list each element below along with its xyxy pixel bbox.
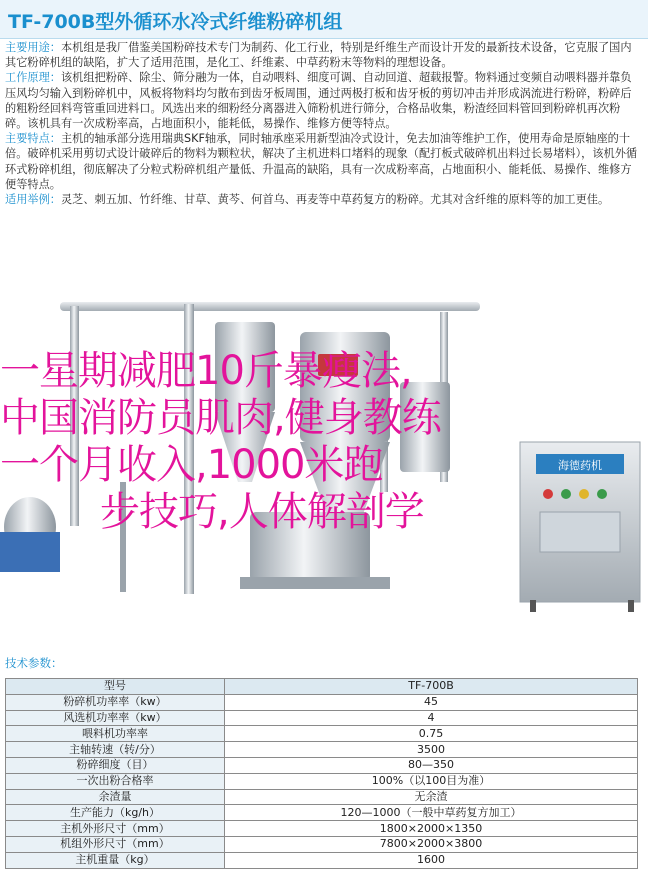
param-key: 机组外形尺寸（mm） [6,836,225,852]
overlay-line: 中国消防员肌肉,健身教练 [0,395,441,441]
params-table [5,678,638,869]
overlay-line: 一个月收入,1000米跑 [0,442,383,488]
param-key: 主机重量（kg） [6,852,225,868]
section-examples [5,192,641,207]
overlay-line: 步技巧,人体解剖学 [100,489,424,535]
section-label: 适用举例： [5,193,61,207]
section-label: 主要用途： [5,41,61,54]
param-value: 0.75 [225,726,638,742]
table-row [6,679,638,695]
section-text: 主机的轴承部分选用瑞典SKF轴承，同时轴承座采用新型油冷式设计，免去加油等维护工作，使用寿命是原轴座的十倍。破碎机采用剪切式设计破碎后的物料为颗粒状，解决了主机进料口堵料的现象（配打板式破碎机出料过长易堵料），该机外循环式粉碎机组，彻底解决了分粒式粉碎机组产量低、升温高的缺陷，具有一次成粉率高，占地面积小、能耗低、易操作、维修方便等特点。 [5,132,638,191]
param-key: 喂料机功率率 [6,726,225,742]
section-text: 该机组把粉碎、除尘、筛分融为一体，自动喂料、细度可调、自动回道、超载报警。物料通过变频自动喂料器并靠负压风均匀输入到粉碎机中，风板将物料均匀散布到齿牙板周围，通过两极打板和齿牙板的剪切冲击并形成涡流进行粉碎，粉碎后的粗粉经回料弯管重回进料口。风选出来的细粉经分离器进入筛粉机进行筛分，合格品收集，粉渣经回料管回到粉碎机再次粉碎。该机具有一次成粉率高，占地面积小，能耗低，易操作、维修方便等特点。 [5,71,632,131]
page-title: TF-700B型外循环水冷式纤维粉碎机组 [8,11,343,33]
param-value: 无余渣 [225,789,638,805]
section-features [5,131,641,192]
table-row [6,836,638,852]
param-value: 45 [225,694,638,710]
title-bar [0,0,648,39]
param-value: 3500 [225,742,638,758]
param-value: 100%（以100目为准） [225,773,638,789]
param-key: 型号 [6,679,225,695]
param-key: 余渣量 [6,789,225,805]
overlay-text [0,348,648,536]
section-text: 灵芝、刺五加、竹纤维、甘草、黄芩、何首乌、再麦等中草药复方的粉碎。尤其对含纤维的原料等的加工更佳。 [60,193,610,207]
description-block [5,40,641,207]
param-value: 1600 [225,852,638,868]
param-value: TF-700B [225,679,638,695]
table-row [6,821,638,837]
param-key: 粉碎细度（目） [6,757,225,773]
overlay-line: 一星期减肥10斤暴瘦法, [0,348,412,394]
machine-sign: 海德药机 [558,459,602,472]
params-label: 技术参数： [5,656,63,670]
param-value: 4 [225,710,638,726]
table-row [6,742,638,758]
section-text: 本机组是我厂借鉴美国粉碎技术专门为制药、化工行业，特别是纤维生产而设计开发的最新技术设备，它克服了国内其它粉碎机组的缺陷，扩大了适用范围，是化工、纤维素、中草药粉末等物料的理想设备。 [5,41,632,70]
table-row [6,773,638,789]
table-row [6,852,638,868]
section-usage [5,40,641,70]
table-row [6,805,638,821]
table-row [6,710,638,726]
param-value: 120—1000（一般中草药复方加工） [225,805,638,821]
table-row [6,694,638,710]
table-row [6,757,638,773]
param-value: 80—350 [225,757,638,773]
param-value: 7800×2000×3800 [225,836,638,852]
param-key: 粉碎机功率率（kw） [6,694,225,710]
param-key: 主轴转速（转/分） [6,742,225,758]
section-label: 工作原理： [5,71,61,85]
param-key: 主机外形尺寸（mm） [6,821,225,837]
param-key: 生产能力（kg/h） [6,805,225,821]
section-label: 主要特点： [5,132,61,146]
param-key: 风选机功率率（kw） [6,710,225,726]
param-value: 1800×2000×1350 [225,821,638,837]
param-key: 一次出粉合格率 [6,773,225,789]
table-row [6,789,638,805]
section-principle [5,70,641,131]
table-row [6,726,638,742]
